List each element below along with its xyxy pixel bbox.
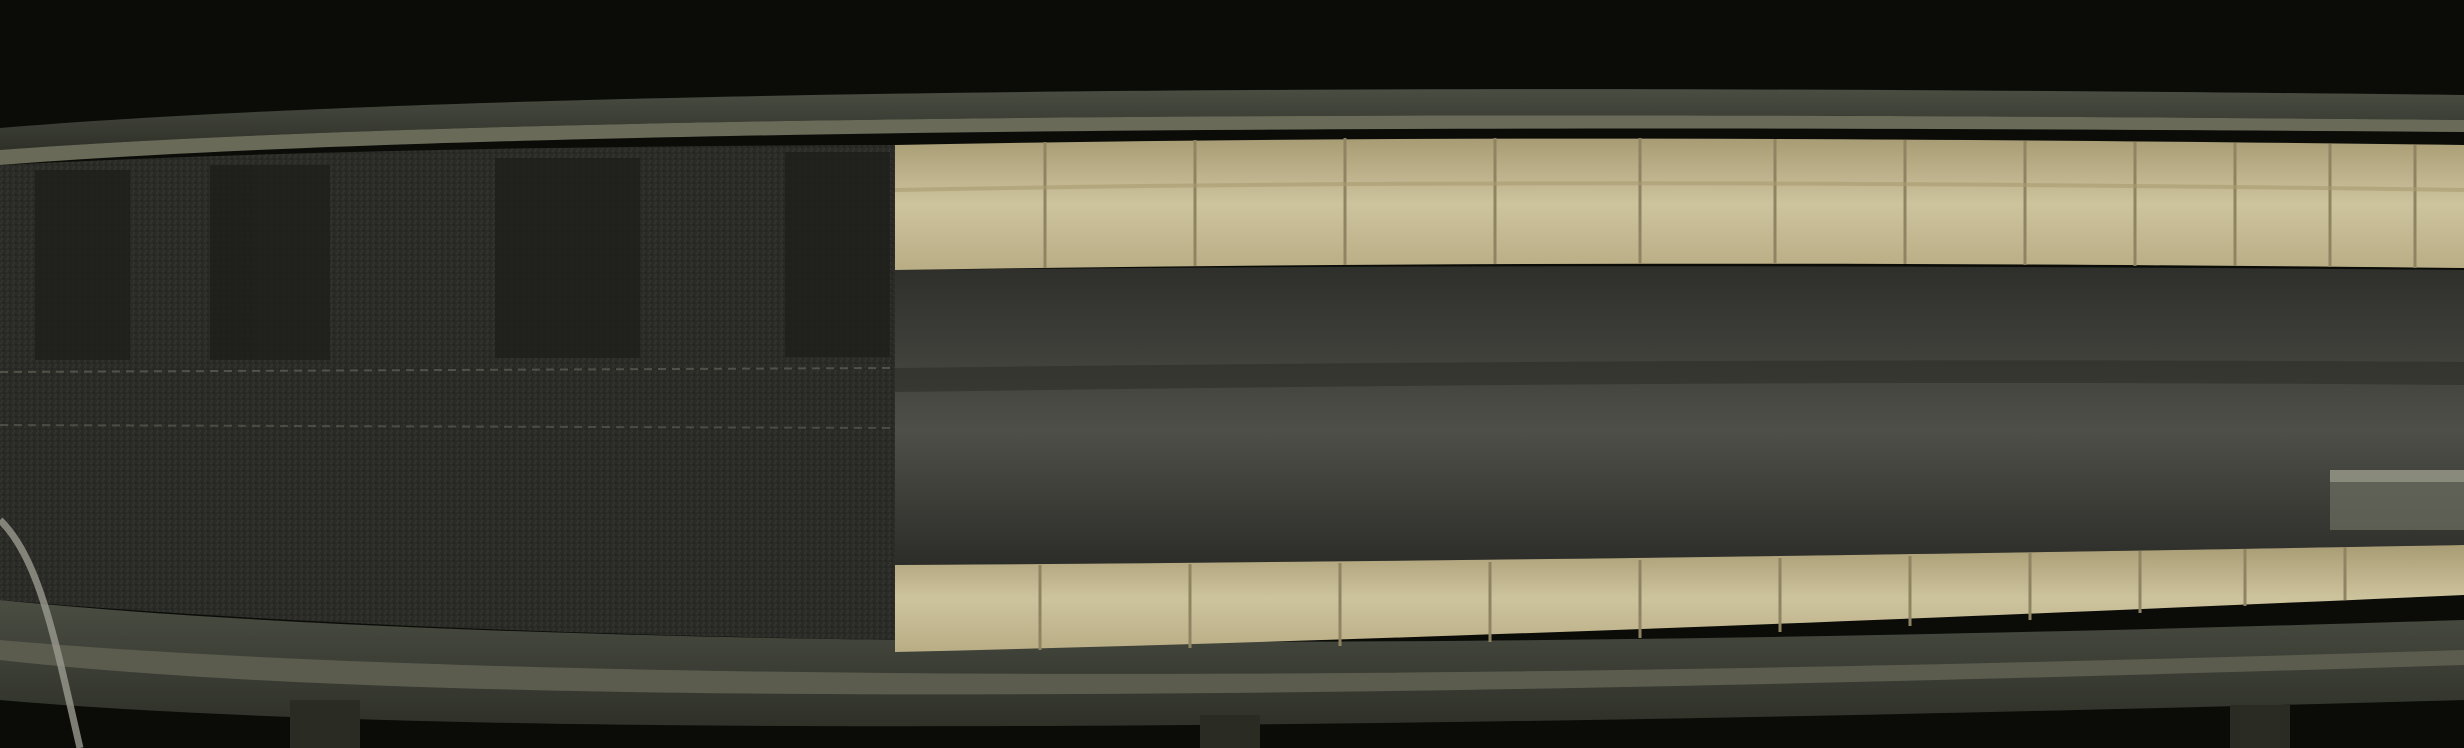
side-fixture-top: [2330, 470, 2464, 482]
trough: [895, 266, 2464, 565]
granular-panel: [0, 145, 895, 640]
upper-tile-row: [895, 138, 2464, 270]
